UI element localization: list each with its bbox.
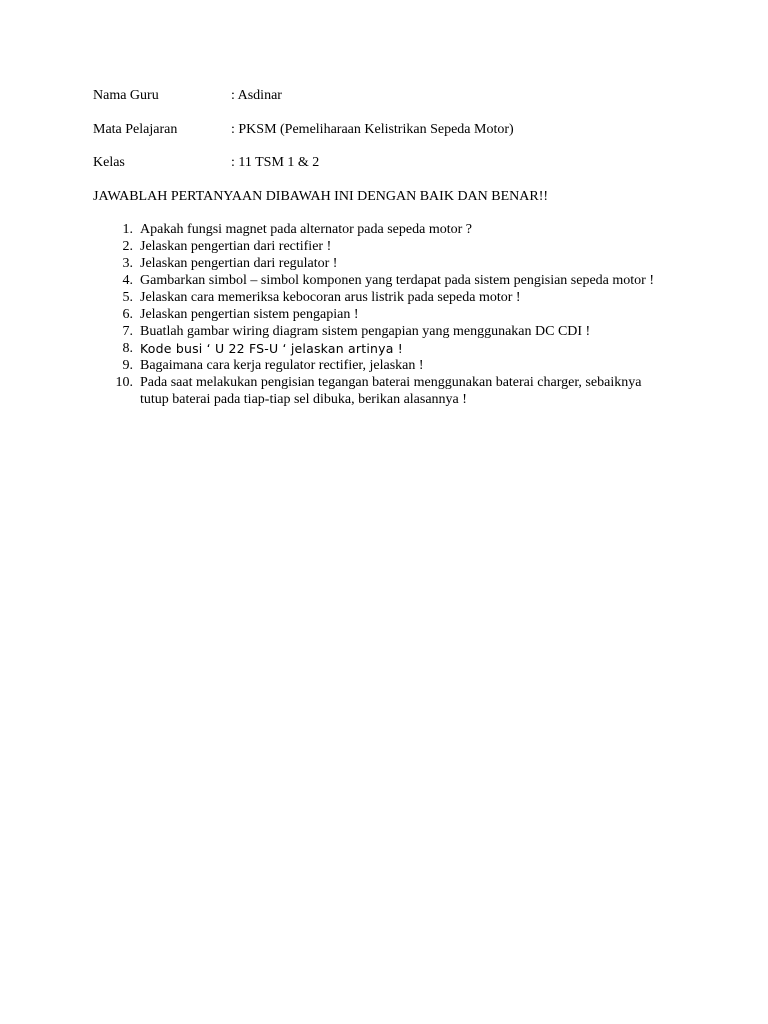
question-text: Jelaskan pengertian sistem pengapian ! [140,307,359,322]
question-text: Jelaskan pengertian dari regulator ! [140,256,338,271]
question-text: Gambarkan simbol – simbol komponen yang terdapat pada sistem pengisian sepeda motor ! [140,273,654,288]
question-number: 6. [122,307,133,322]
question-number: 10. [115,375,133,390]
question-item [93,272,673,289]
question-text: Apakah fungsi magnet pada alternator pada sepeda motor ? [140,222,472,237]
teacher-value: : Asdinar [231,88,282,103]
question-item [93,323,673,340]
question-text: Jelaskan pengertian dari rectifier ! [140,239,332,254]
subject-label: Mata Pelajaran [93,122,178,137]
question-item [93,374,673,408]
question-list [93,221,673,408]
question-number: 2. [122,239,133,254]
instruction-heading: JAWABLAH PERTANYAAN DIBAWAH INI DENGAN BAIK DAN BENAR!! [93,189,549,204]
question-number: 1. [122,222,133,237]
question-item [93,289,673,306]
question-text: Jelaskan cara memeriksa kebocoran arus listrik pada sepeda motor ! [140,290,521,305]
question-number: 4. [122,273,133,288]
question-text: Buatlah gambar wiring diagram sistem pengapian yang menggunakan DC CDI ! [140,324,591,339]
teacher-label: Nama Guru [93,88,159,103]
subject-value: : PKSM (Pemeliharaan Kelistrikan Sepeda Motor) [231,122,514,137]
question-item [93,357,673,374]
question-text: Bagaimana cara kerja regulator rectifier, jelaskan ! [140,358,424,373]
question-item [93,306,673,323]
question-item [93,255,673,272]
question-text: Pada saat melakukan pengisian tegangan baterai menggunakan baterai charger, sebaiknya tutup baterai pada tiap-tiap sel dibuka, berikan alasannya ! [140,375,642,407]
question-number: 7. [122,324,133,339]
class-value: : 11 TSM 1 & 2 [231,155,320,170]
question-item [93,221,673,238]
question-number: 9. [122,358,133,373]
class-label: Kelas [93,155,125,170]
question-text: Kode busi ‘ U 22 FS-U ‘ jelaskan artinya ! [140,341,403,356]
question-item [93,340,673,357]
question-number: 3. [122,256,133,271]
question-number: 8. [122,341,133,356]
question-item [93,238,673,255]
question-number: 5. [122,290,133,305]
